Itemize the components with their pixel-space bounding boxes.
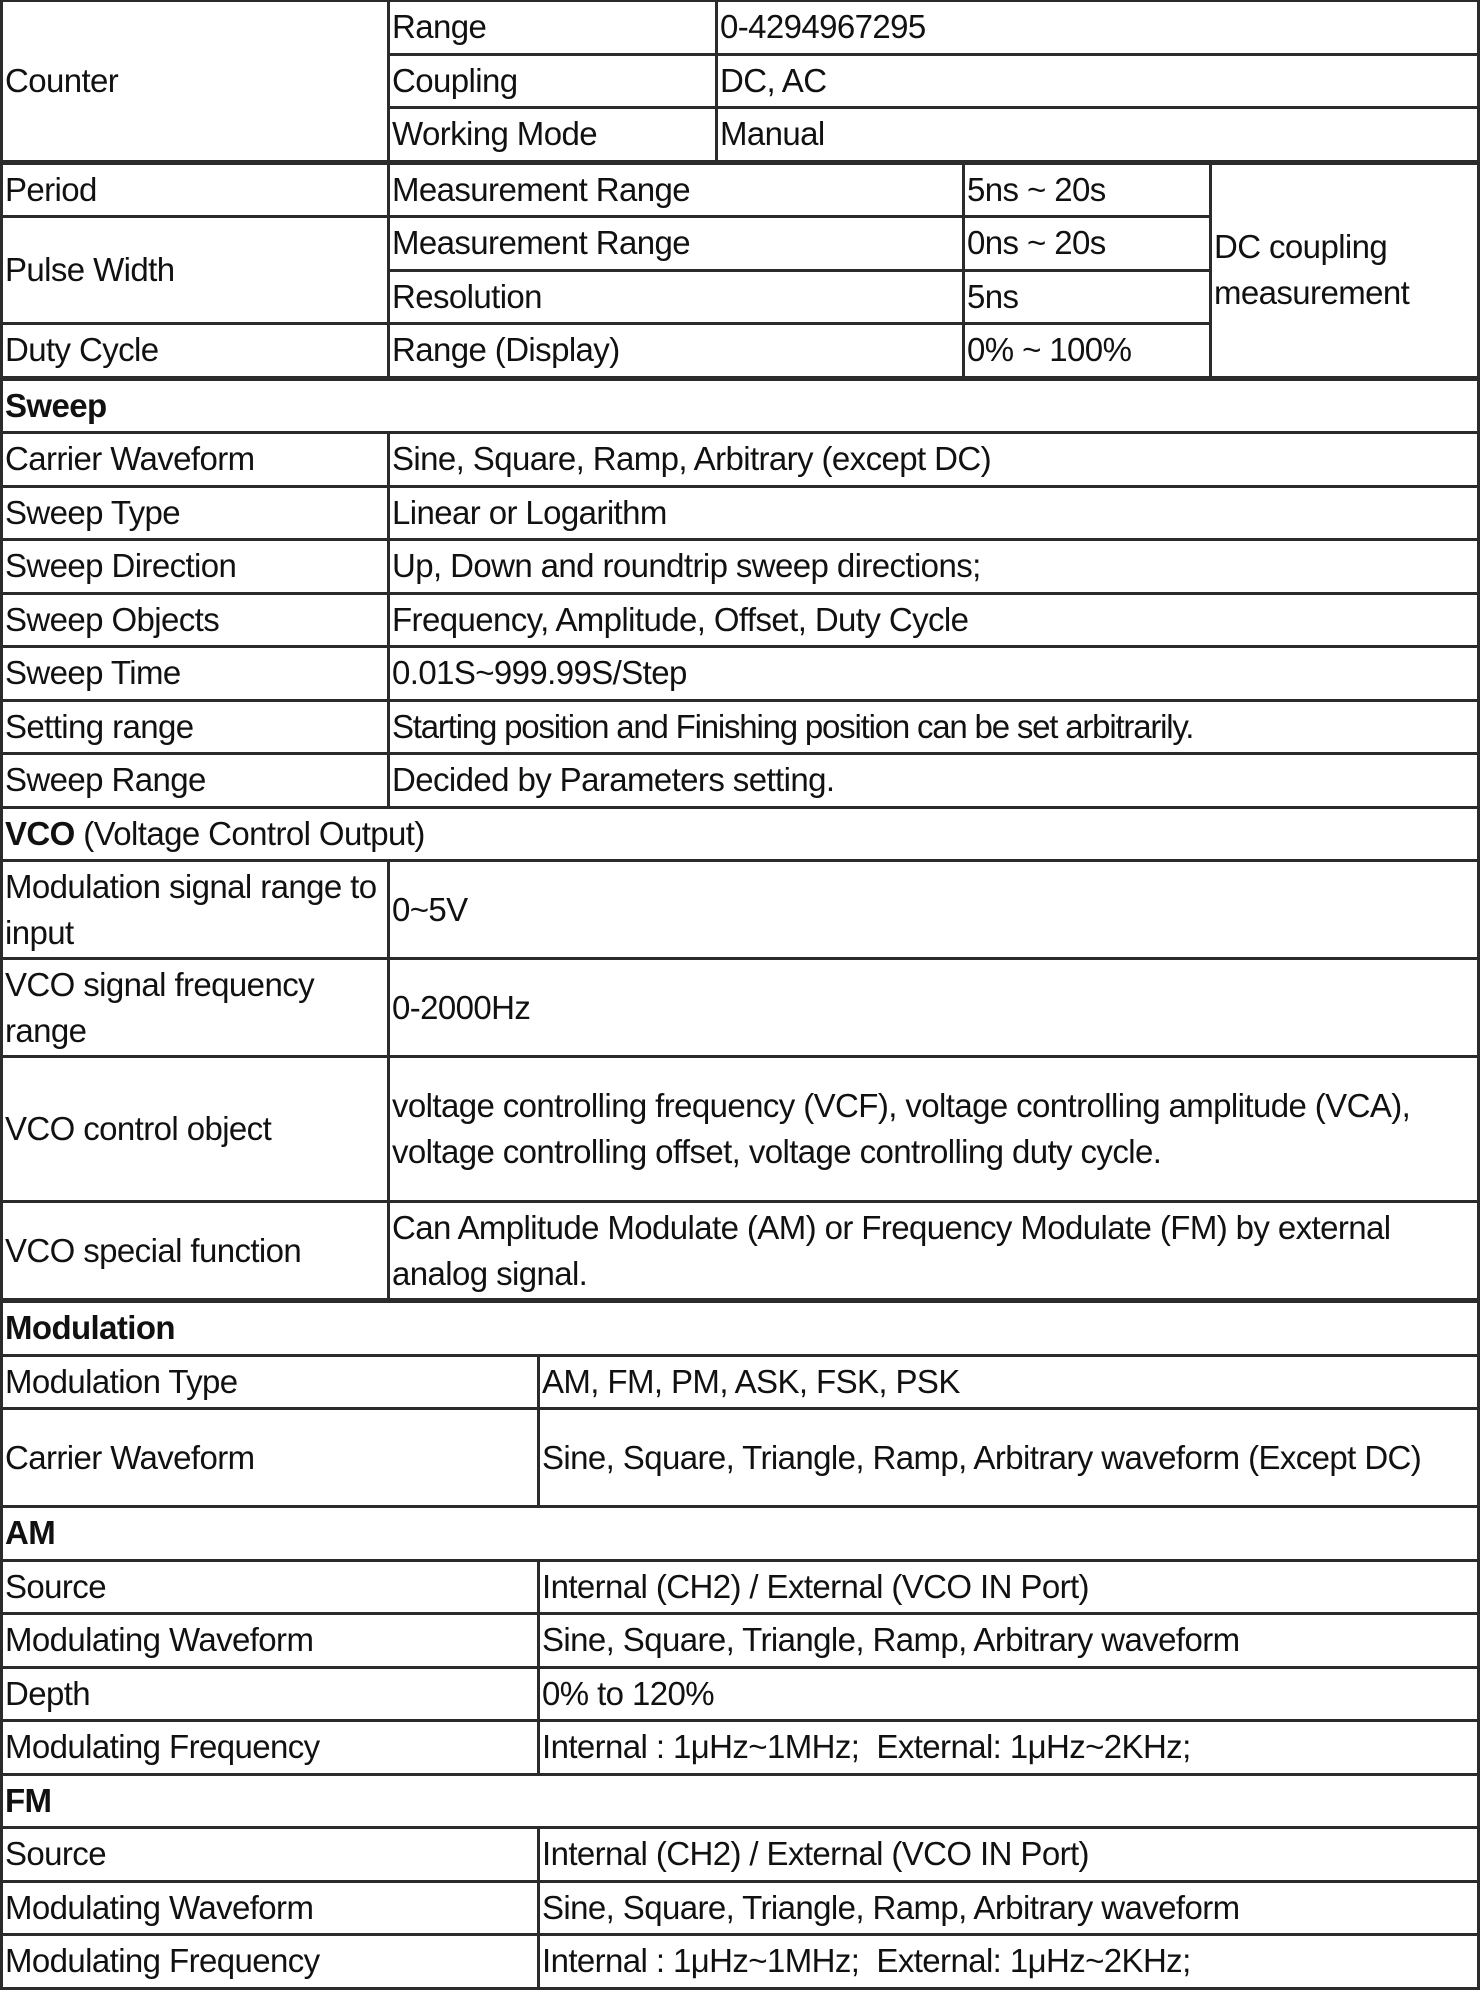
value-cell: 0ns ~ 20s xyxy=(964,217,1211,271)
param-cell: Modulating Frequency xyxy=(2,1935,539,1989)
param-cell: VCO special function xyxy=(2,1202,389,1300)
table-row xyxy=(2,647,1479,701)
table-row xyxy=(2,1935,1479,1989)
counter-label: Counter xyxy=(2,1,389,162)
section-title-text: Sweep xyxy=(5,386,107,424)
value-cell: Sine, Square, Triangle, Ramp, Arbitrary waveform xyxy=(539,1614,1479,1668)
period-label: Period xyxy=(2,163,389,217)
section-title-text: VCO xyxy=(5,814,75,852)
param-cell: Measurement Range xyxy=(389,217,964,271)
value-cell: Sine, Square, Ramp, Arbitrary (except DC) xyxy=(389,433,1479,487)
sweep-title xyxy=(2,379,1479,433)
param-cell: Sweep Type xyxy=(2,486,389,540)
param-cell: Working Mode xyxy=(389,108,717,162)
value-cell: Up, Down and roundtrip sweep directions; xyxy=(389,540,1479,594)
param-cell: Measurement Range xyxy=(389,163,964,217)
section-header xyxy=(2,379,1479,433)
table-row xyxy=(2,754,1479,808)
table-row xyxy=(2,1409,1479,1507)
param-cell: Source xyxy=(2,1828,539,1882)
table-row xyxy=(2,1721,1479,1775)
duty-cycle-label: Duty Cycle xyxy=(2,324,389,378)
param-cell: Source xyxy=(2,1560,539,1614)
section-header xyxy=(2,1507,1479,1561)
table-row xyxy=(2,433,1479,487)
value-cell: Can Amplitude Modulate (AM) or Frequency Modulate (FM) by external analog signal. xyxy=(389,1202,1479,1300)
param-cell: Carrier Waveform xyxy=(2,433,389,487)
table-row xyxy=(2,1057,1479,1202)
table-row xyxy=(2,1202,1479,1300)
param-cell: Sweep Time xyxy=(2,647,389,701)
value-cell: 5ns ~ 20s xyxy=(964,163,1211,217)
value-cell: 0-4294967295 xyxy=(717,1,1479,55)
vco-subtitle: (Voltage Control Output) xyxy=(74,814,425,852)
value-cell: Decided by Parameters setting. xyxy=(389,754,1479,808)
section-header xyxy=(2,1302,1479,1356)
param-cell: Depth xyxy=(2,1667,539,1721)
table-row xyxy=(2,163,1479,217)
value-cell: voltage controlling frequency (VCF), voltage controlling amplitude (VCA), voltage controlling offset, voltage controlling duty cycle. xyxy=(389,1057,1479,1202)
fm-title xyxy=(2,1774,1479,1828)
value-cell: Frequency, Amplitude, Offset, Duty Cycle xyxy=(389,593,1479,647)
param-cell: Sweep Objects xyxy=(2,593,389,647)
value-cell: 0% to 120% xyxy=(539,1667,1479,1721)
section-title-text: Modulation xyxy=(5,1309,175,1347)
counter-table xyxy=(0,0,1480,163)
value-cell: 0.01S~999.99S/Step xyxy=(389,647,1479,701)
am-title xyxy=(2,1507,1479,1561)
table-row xyxy=(2,540,1479,594)
value-cell: Sine, Square, Triangle, Ramp, Arbitrary waveform xyxy=(539,1881,1479,1935)
table-row xyxy=(2,861,1479,959)
table-row xyxy=(2,1828,1479,1882)
measurement-table xyxy=(0,162,1480,379)
section-title-text: FM xyxy=(5,1781,52,1819)
param-cell: Coupling xyxy=(389,54,717,108)
value-cell: Linear or Logarithm xyxy=(389,486,1479,540)
param-cell: Modulating Waveform xyxy=(2,1614,539,1668)
pulse-width-label: Pulse Width xyxy=(2,217,389,324)
param-cell: Resolution xyxy=(389,270,964,324)
value-cell: 0~5V xyxy=(389,861,1479,959)
section-title-text: AM xyxy=(5,1514,56,1552)
table-row xyxy=(2,1881,1479,1935)
table-row xyxy=(2,1667,1479,1721)
value-cell: Manual xyxy=(717,108,1479,162)
table-row xyxy=(2,593,1479,647)
table-row xyxy=(2,959,1479,1057)
modulation-table xyxy=(0,1300,1480,1990)
value-cell: 0% ~ 100% xyxy=(964,324,1211,378)
param-cell: Range (Display) xyxy=(389,324,964,378)
param-cell: Setting range xyxy=(2,700,389,754)
value-cell: DC, AC xyxy=(717,54,1479,108)
table-row xyxy=(2,486,1479,540)
dc-coupling-note: DC coupling measurement xyxy=(1211,163,1479,377)
table-row xyxy=(2,700,1479,754)
section-header xyxy=(2,807,1479,861)
param-cell: Carrier Waveform xyxy=(2,1409,539,1507)
value-cell: AM, FM, PM, ASK, FSK, PSK xyxy=(539,1355,1479,1409)
table-row xyxy=(2,1,1479,55)
value-cell: Internal (CH2) / External (VCO IN Port) xyxy=(539,1560,1479,1614)
modulation-title xyxy=(2,1302,1479,1356)
param-cell: VCO signal frequency range xyxy=(2,959,389,1057)
sweep-vco-table xyxy=(0,378,1480,1302)
vco-title xyxy=(2,807,1479,861)
param-cell: VCO control object xyxy=(2,1057,389,1202)
param-cell: Modulating Waveform xyxy=(2,1881,539,1935)
value-cell: 0-2000Hz xyxy=(389,959,1479,1057)
table-row xyxy=(2,1355,1479,1409)
param-cell: Modulation signal range to input xyxy=(2,861,389,959)
param-cell: Sweep Range xyxy=(2,754,389,808)
section-header xyxy=(2,1774,1479,1828)
value-cell: Internal : 1μHz~1MHz; External: 1μHz~2KHz; xyxy=(539,1935,1479,1989)
value-cell: Sine, Square, Triangle, Ramp, Arbitrary waveform (Except DC) xyxy=(539,1409,1479,1507)
param-cell: Modulating Frequency xyxy=(2,1721,539,1775)
value-cell: Starting position and Finishing position can be set arbitrarily. xyxy=(389,700,1479,754)
table-row xyxy=(2,1560,1479,1614)
param-cell: Range xyxy=(389,1,717,55)
value-cell: 5ns xyxy=(964,270,1211,324)
param-cell: Sweep Direction xyxy=(2,540,389,594)
table-row xyxy=(2,1614,1479,1668)
param-cell: Modulation Type xyxy=(2,1355,539,1409)
value-cell: Internal : 1μHz~1MHz; External: 1μHz~2KHz; xyxy=(539,1721,1479,1775)
value-cell: Internal (CH2) / External (VCO IN Port) xyxy=(539,1828,1479,1882)
